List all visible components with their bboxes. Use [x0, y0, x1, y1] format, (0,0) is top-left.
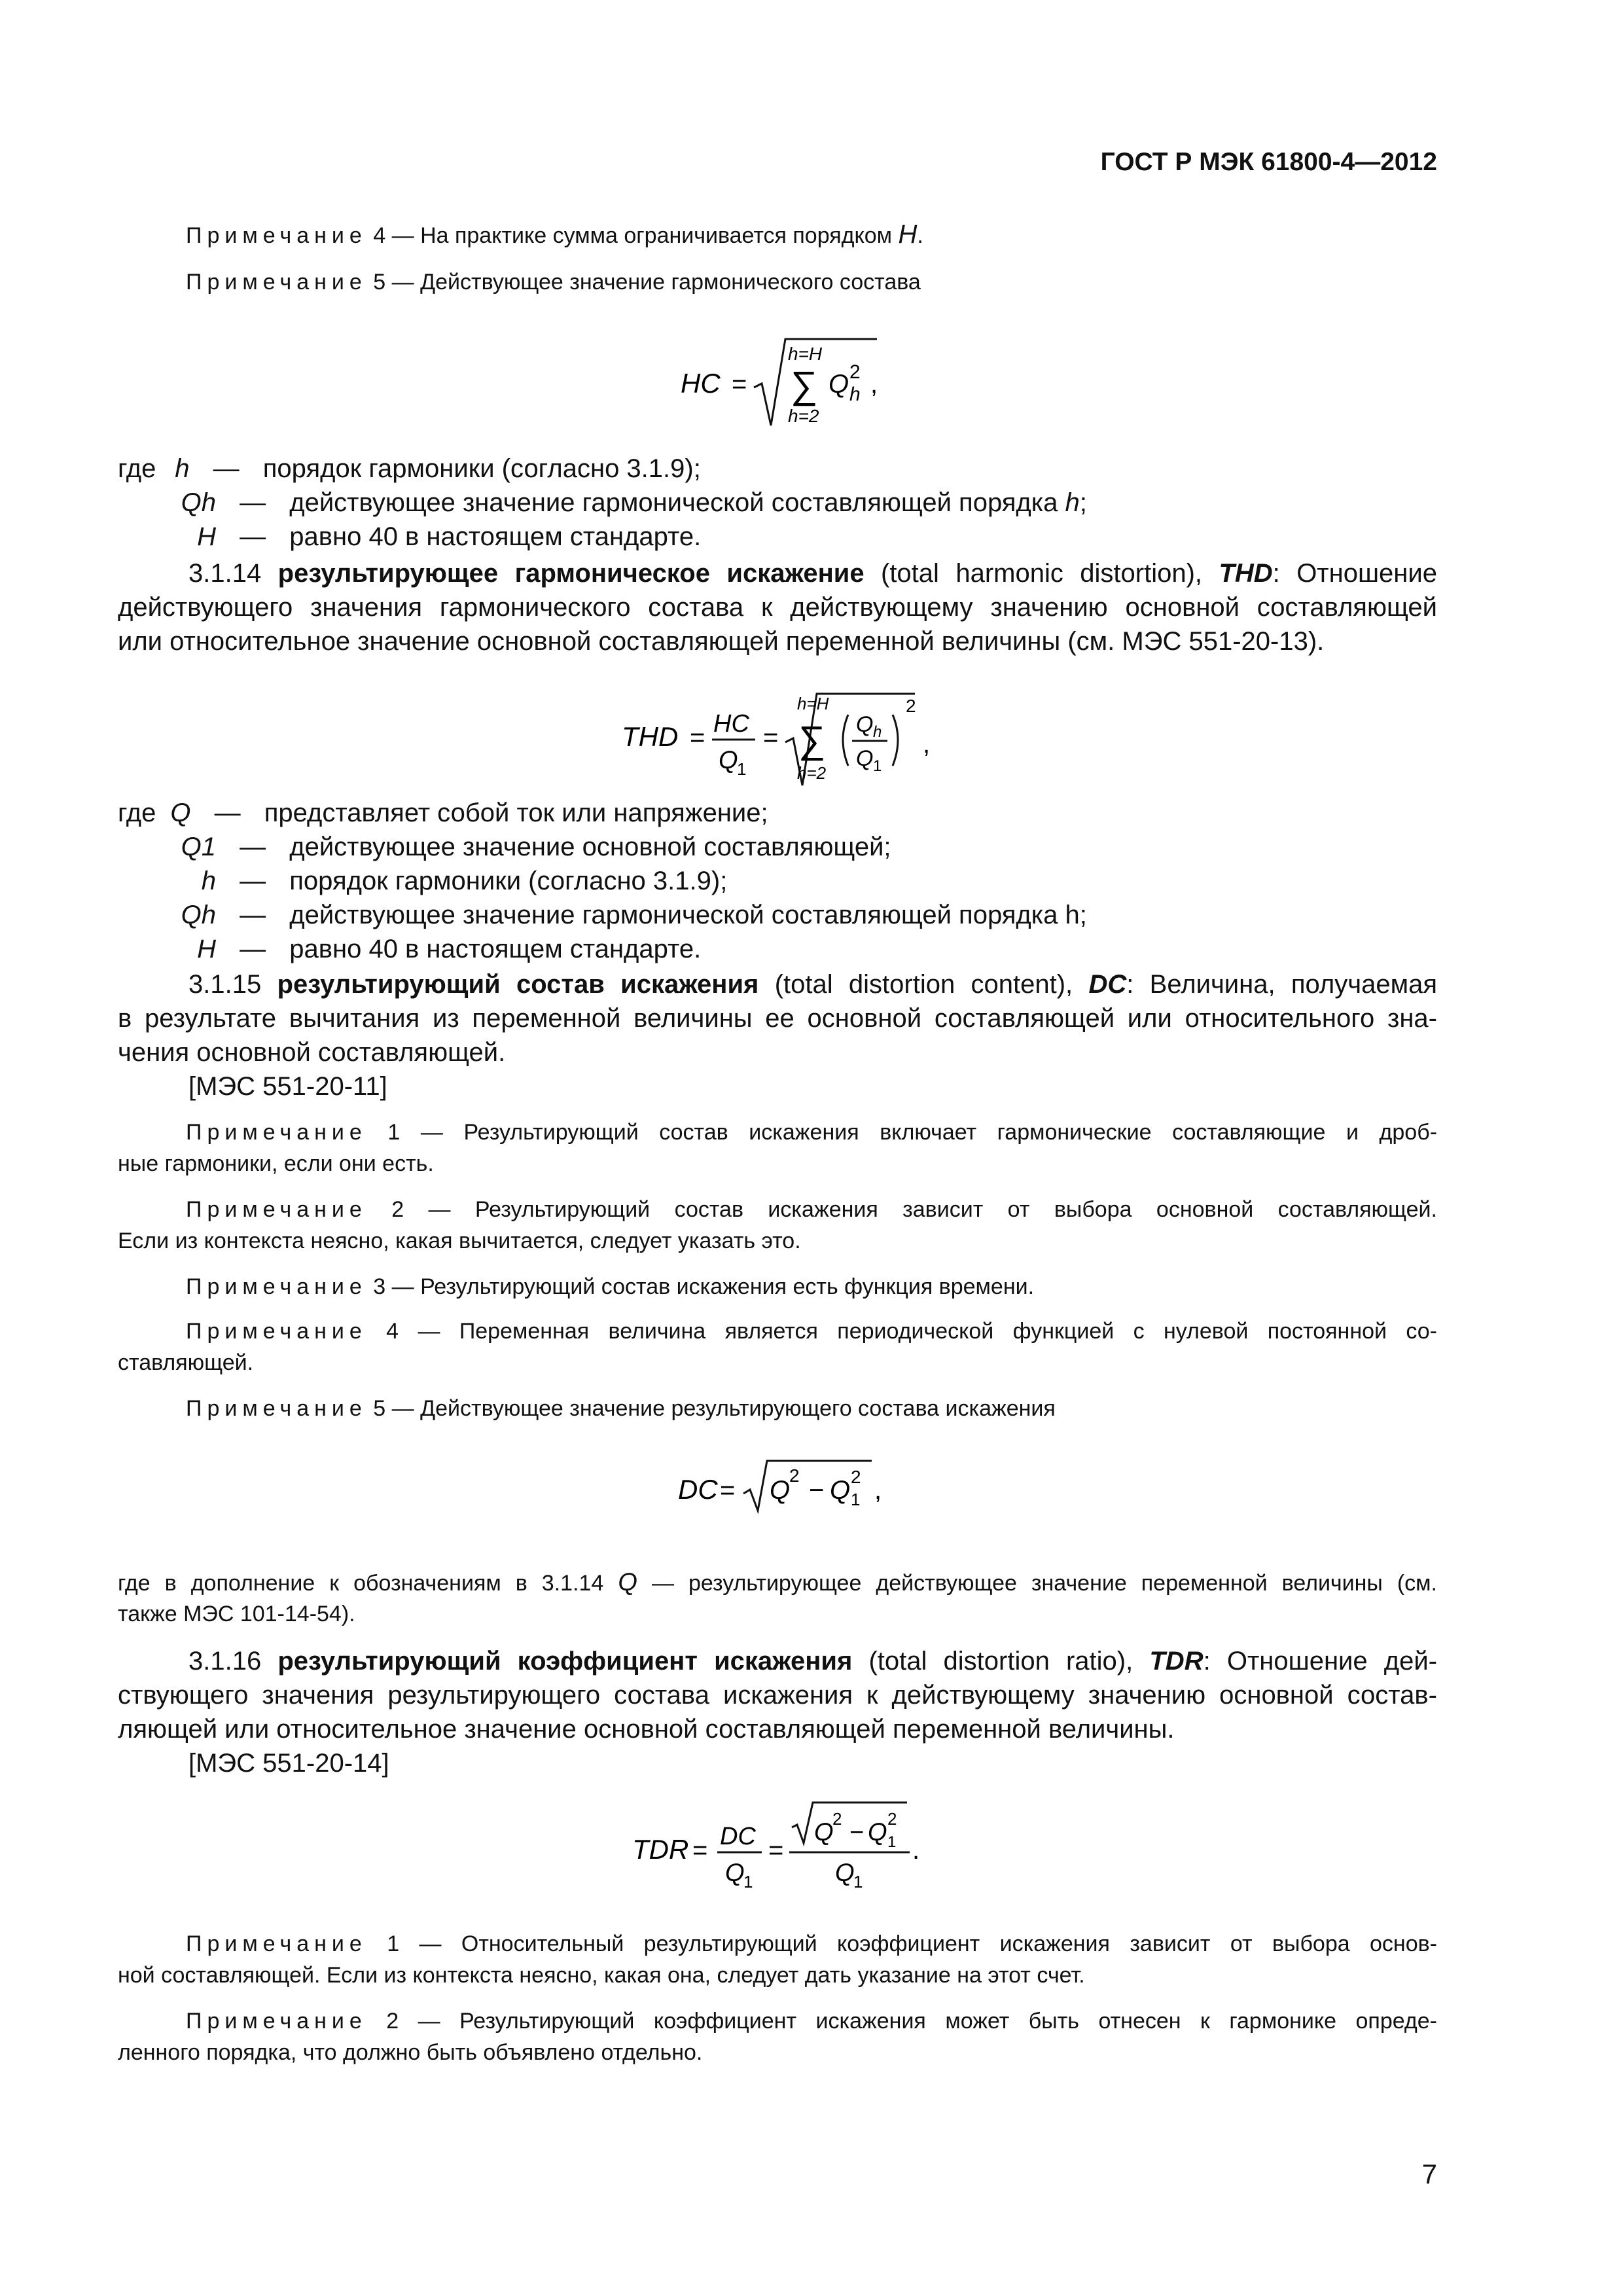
section-3114-line1 [188, 556, 1437, 590]
note-number: 4 [386, 1319, 399, 1344]
formula-q1-pow: 2 [851, 1467, 861, 1487]
note-number: 5 [373, 1396, 386, 1421]
note-number: 2 [386, 2009, 399, 2034]
formula-tail: . [912, 1836, 920, 1865]
section-rest: : Отношение [1272, 559, 1437, 588]
note-label: Примечание [186, 270, 367, 295]
formula-eq2: = [768, 1836, 784, 1865]
formula-q: Q [770, 1476, 791, 1505]
frac-num: HC [713, 710, 749, 738]
note-label: Примечание [186, 223, 367, 248]
formula-pow: 2 [906, 696, 916, 716]
def-row [118, 932, 701, 966]
note-text: — Результирующий состав искажения зависит от выбора основной составляющей. [428, 1197, 1438, 1222]
def-dash: — [214, 798, 241, 827]
note-label: Примечание [186, 1274, 367, 1299]
note-3115-4-line2: ставляющей. [118, 1350, 254, 1375]
formula-lhs: HC [681, 368, 721, 399]
formula-q1-sub: 1 [851, 1490, 861, 1509]
formula-q: Q [829, 370, 849, 399]
def-text: действующее значение гармонической составляющей порядка h; [289, 901, 1087, 929]
def-text: представляет собой ток или напряжение; [264, 798, 768, 827]
note-label: Примечание [186, 1120, 367, 1145]
note-3116-1-line2: ной составляющей. Если из контекста неясно, какая она, следует дать указание на этот счет. [118, 1963, 1085, 1988]
section-term: результирующий состав искажения [277, 970, 759, 999]
formula-q1: Q [868, 1819, 887, 1846]
formula-eq: = [732, 370, 747, 399]
formula-sub: h [849, 384, 861, 405]
note-number: 3 [373, 1274, 386, 1299]
def-dash: — [240, 901, 266, 929]
section-3116-line3: ляющей или относительное значение основной составляющей переменной величины. [118, 1715, 1175, 1744]
def-dash: — [240, 488, 266, 517]
def-dash: — [240, 833, 266, 861]
dc-where-line1 [118, 1566, 1437, 1600]
sum-sign: ∑ [791, 364, 818, 406]
def-text: порядок гармоники (согласно 3.1.9); [262, 454, 701, 483]
note-label: Примечание [186, 1197, 367, 1222]
where-word: где [118, 454, 156, 483]
note-label: Примечание [186, 1931, 367, 1956]
formula-q1: Q [830, 1476, 851, 1505]
note-text: — Результирующий состав искажения есть функция времени. [391, 1274, 1035, 1299]
sum-lower: h=2 [797, 763, 827, 783]
paren-left [843, 715, 848, 766]
formula-q1-pow: 2 [887, 1809, 897, 1829]
def-row [118, 486, 1087, 520]
formula-lhs: DC [678, 1474, 718, 1505]
frac-den-2: Q [835, 1859, 855, 1887]
note-label: Примечание [186, 2009, 367, 2034]
def-symbol: h [201, 867, 216, 895]
formula-minus: − [809, 1476, 825, 1505]
section-3116-line1 [188, 1644, 1437, 1678]
note-text: — Результирующий состав искажения включает гармонические составляющие и дроб- [420, 1120, 1438, 1145]
def-row [118, 452, 701, 486]
def-row [118, 830, 891, 864]
formula-eq: = [690, 723, 705, 752]
def-symbol: Qh [181, 488, 216, 517]
frac-den: Q [719, 747, 738, 774]
formula-tdr [632, 1793, 946, 1908]
formula-pow: 2 [789, 1465, 800, 1486]
section-3115-ref: [МЭС 551-20-11] [188, 1072, 387, 1101]
def-row [118, 520, 701, 554]
note-tail: . [917, 223, 923, 248]
section-abbr: TDR [1149, 1647, 1204, 1676]
sum-lower: h=2 [788, 406, 819, 426]
def-text: действующее значение основной составляющей; [289, 833, 891, 861]
section-3115-line3: чения основной составляющей. [118, 1038, 506, 1067]
formula-eq: = [692, 1836, 708, 1865]
def-text: действующее значение гармонической составляющей порядка [289, 488, 1058, 517]
note-text: — Действующее значение результирующего состава искажения [391, 1396, 1056, 1421]
section-number: 3.1.15 [188, 970, 262, 999]
note-5-top [186, 265, 921, 299]
formula-tail: , [923, 730, 931, 759]
def-row [118, 864, 727, 898]
section-number: 3.1.16 [188, 1647, 262, 1676]
inner-den-sub: 1 [873, 757, 882, 775]
def-text: равно 40 в настоящем стандарте. [289, 522, 702, 551]
frac-den-2-sub: 1 [853, 1872, 863, 1892]
def-dash: — [240, 867, 266, 895]
note-3115-4-line1 [186, 1314, 1437, 1348]
note-number: 5 [373, 270, 386, 295]
dc-where-line2: также МЭС 101-14-54). [118, 1602, 355, 1626]
section-en: (total harmonic distortion), [881, 559, 1203, 588]
note-number: 4 [373, 223, 386, 248]
inner-den: Q [856, 746, 874, 771]
formula-eq2: = [763, 723, 779, 752]
section-3116-line2: ствующего значения результирующего состава искажения к действующему значению основной состав- [118, 1681, 1437, 1710]
note-label: Примечание [186, 1319, 367, 1344]
note-text: — Относительный результирующий коэффициент искажения зависит от выбора основ- [419, 1931, 1438, 1956]
def-symbol: h [175, 454, 190, 483]
section-term: результирующий коэффициент искажения [277, 1647, 853, 1676]
note-3115-3 [186, 1270, 1034, 1304]
sum-upper: h=H [797, 694, 829, 713]
def-row [118, 898, 1087, 932]
section-3115-line1 [188, 967, 1437, 1001]
paren-right [893, 715, 898, 766]
note-3115-1-line1 [186, 1115, 1437, 1149]
formula-minus: − [849, 1819, 865, 1846]
section-rest: : Отношение дей- [1203, 1647, 1438, 1676]
page-number: 7 [1421, 2159, 1437, 2189]
note-number: 2 [391, 1197, 404, 1222]
def-symbol: Qh [181, 901, 216, 929]
def-row [118, 796, 768, 830]
formula-pow: 2 [832, 1809, 842, 1829]
sum-upper: h=H [788, 344, 823, 364]
def-tail: ; [1079, 488, 1087, 517]
def-var: h [1065, 488, 1080, 517]
inner-num: Q [856, 712, 874, 737]
def-symbol: H [197, 935, 216, 963]
note-3115-5 [186, 1391, 1056, 1426]
formula-thd [622, 681, 1001, 802]
section-en: (total distortion ratio), [868, 1647, 1133, 1676]
formula-q1-sub: 1 [887, 1833, 897, 1851]
sum-sign: ∑ [798, 719, 826, 761]
def-dash: — [240, 522, 266, 551]
def-symbol: H [197, 522, 216, 551]
note-var: H [898, 220, 918, 249]
def-symbol: Q1 [181, 833, 216, 861]
document-header: ГОСТ Р МЭК 61800-4—2012 [1100, 148, 1437, 176]
note-text: — Результирующий коэффициент искажения может быть отнесен к гармонике опреде- [418, 2009, 1437, 2034]
formula-dc [678, 1446, 914, 1522]
frac-num: DC [720, 1823, 756, 1850]
section-rest: : Величина, получаемая [1126, 970, 1437, 999]
section-abbr: THD [1219, 559, 1273, 588]
inner-num-sub: h [873, 723, 882, 741]
note-3116-2-line2: ленного порядка, что должно быть объявлено отдельно. [118, 2040, 703, 2065]
formula-lhs: TDR [632, 1834, 689, 1865]
def-text: равно 40 в настоящем стандарте. [289, 935, 702, 963]
formula-tail: , [870, 370, 878, 399]
note-3116-1-line1 [186, 1927, 1437, 1961]
note-text: — На практике сумма ограничивается порядком [391, 223, 893, 248]
note-3115-2-line2: Если из контекста неясно, какая вычитается, следует указать это. [118, 1229, 801, 1253]
note-number: 1 [387, 1931, 400, 1956]
dc-where-var: Q [618, 1569, 637, 1596]
frac-den-sub: 1 [743, 1872, 753, 1892]
section-3116-ref: [МЭС 551-20-14] [188, 1749, 389, 1778]
dc-where-text2: — результирующее действующее значение переменной величины (см. [651, 1571, 1438, 1596]
note-number: 1 [387, 1120, 401, 1145]
dc-where-text: где в дополнение к обозначениям в 3.1.14 [118, 1571, 604, 1596]
note-3115-2-line1 [186, 1193, 1437, 1227]
section-term: результирующее гармоническое искажение [277, 559, 865, 588]
def-text: порядок гармоники (согласно 3.1.9); [289, 867, 728, 895]
formula-eq: = [720, 1476, 736, 1505]
section-number: 3.1.14 [188, 559, 262, 588]
section-3114-line2: действующего значения гармонического состава к действующему значению основной составляющей [118, 593, 1437, 622]
def-symbol: Q [170, 798, 191, 827]
def-dash: — [213, 454, 240, 483]
section-3115-line2: в результате вычитания из переменной величины ее основной составляющей или относительного зна- [118, 1004, 1437, 1033]
formula-q: Q [814, 1819, 834, 1846]
section-en: (total distortion content), [774, 970, 1073, 999]
section-3114-line3: или относительное значение основной составляющей переменной величины (см. МЭС 551-20-13). [118, 627, 1325, 656]
note-3115-1-line2: ные гармоники, если они есть. [118, 1151, 434, 1176]
formula-lhs: THD [622, 721, 679, 752]
note-3116-2-line1 [186, 2004, 1437, 2038]
def-dash: — [240, 935, 266, 963]
note-label: Примечание [186, 1396, 367, 1421]
note-text: — Действующее значение гармонического состава [391, 270, 921, 295]
formula-hc [681, 327, 929, 442]
frac-den-sub: 1 [737, 759, 747, 779]
note-text: — Переменная величина является периодической функцией с нулевой постоянной со- [418, 1319, 1437, 1344]
where-word: где [118, 798, 156, 827]
frac-den: Q [725, 1859, 745, 1887]
formula-tail: , [874, 1476, 882, 1505]
note-4-top [186, 217, 923, 253]
section-abbr: DC [1088, 970, 1127, 999]
formula-sup: 2 [849, 361, 861, 383]
